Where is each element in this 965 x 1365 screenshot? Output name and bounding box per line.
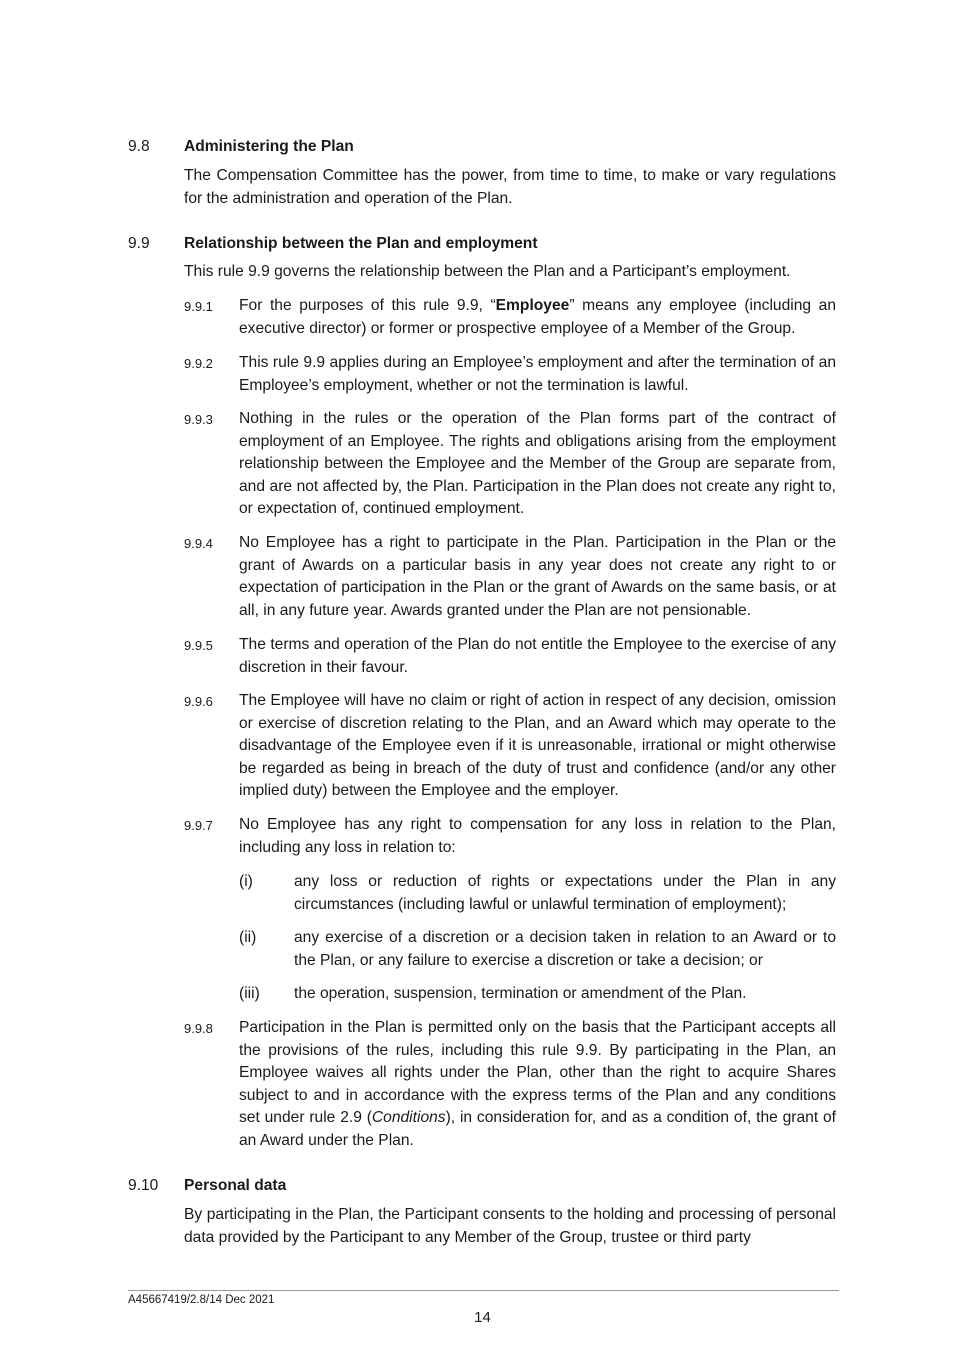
- section-number: 9.9: [128, 235, 150, 252]
- subclause-number: 9.9.5: [184, 638, 213, 653]
- subclause-number: 9.9.1: [184, 299, 213, 314]
- subclause-text: [239, 295, 836, 340]
- subclause-number: 9.9.8: [184, 1021, 213, 1036]
- subclause-text: No Employee has any right to compensation for any loss in relation to the Plan, including any loss in relation to:: [239, 816, 836, 856]
- subclause-number: 9.9.7: [184, 818, 213, 833]
- subclause-number: 9.9.6: [184, 694, 213, 709]
- text-run: ” means any employee (including an executive director) or former or prospective employee of a Member of the Group.: [239, 297, 836, 337]
- list-item-iii: [239, 983, 836, 1006]
- section-title: Personal data: [184, 1177, 287, 1194]
- cross-reference-title: Conditions: [371, 1109, 446, 1127]
- subclause-text: [239, 1017, 836, 1153]
- subclause-9-9-1: [184, 295, 836, 340]
- subclause-9-9-5: [184, 634, 836, 679]
- list-item-text: the operation, suspension, termination or amendment of the Plan.: [294, 985, 747, 1002]
- subclause-9-9-2: [184, 352, 836, 397]
- subclause-number: 9.9.4: [184, 536, 213, 551]
- list-item-i: [239, 871, 836, 916]
- section-number: 9.10: [128, 1177, 159, 1194]
- subclause-text: This rule 9.9 applies during an Employee’s employment and after the termination of an Employee’s employment, whether or not the termination is lawful.: [239, 354, 836, 394]
- subclause-text: Nothing in the rules or the operation of the Plan forms part of the contract of employment of an Employee. The rights and obligations arising from the employment relationship between the Employee and the Member of the Group are separate from, and are not affected by, the Plan. Participation in the Plan does not create any right to, or expectation of, continued employment.: [239, 410, 836, 518]
- section-heading-9-10: [128, 1177, 286, 1195]
- list-item-text: any exercise of a discretion or a decision taken in relation to an Award or to the Plan, or any failure to exercise a discretion or take a decision; or: [294, 929, 836, 969]
- section-intro-9-9: This rule 9.9 governs the relationship between the Plan and a Participant’s employment.: [184, 263, 791, 280]
- subclause-9-9-4: [184, 532, 836, 622]
- subclause-text: The Employee will have no claim or right of action in respect of any decision, omission or exercise of discretion relating to the Plan, and an Award which may operate to the disadvantage of the Employee even if it is unreasonable, irrational or might otherwise be regarded as being in breach of the duty of trust and confidence (and/or any other implied duty) between the Employee and the employer.: [239, 692, 836, 800]
- text-run: Participation in the Plan is permitted only on the basis that the Participant accepts all the provisions of the rules, including this rule 9.9. By participating in the Plan, an Employee waives all rights under the Plan, other than the right to acquire Shares subject to and in accordance with the express terms of the Plan and any conditions set under rule 2.9 (: [239, 1019, 836, 1127]
- section-heading-9-9: [128, 235, 538, 253]
- subclause-9-9-6: [184, 690, 836, 803]
- section-body-9-8: The Compensation Committee has the power, from time to time, to make or vary regulations for the administration and operation of the Plan.: [184, 167, 836, 207]
- subclause-9-9-7: [184, 814, 836, 859]
- text-run: ), in consideration for, and as a condition of, the grant of an Award under the Plan.: [239, 1109, 837, 1149]
- text-run: For the purposes of this rule 9.9, “: [239, 297, 496, 314]
- subclause-9-9-3: [184, 408, 836, 521]
- subclause-number: 9.9.3: [184, 412, 213, 427]
- section-number: 9.8: [128, 138, 150, 155]
- subclause-9-9-8: [184, 1017, 836, 1153]
- list-item-number: (i): [239, 873, 253, 890]
- section-title: Administering the Plan: [184, 138, 354, 155]
- section-body-9-10: By participating in the Plan, the Participant consents to the holding and processing of personal data provided by the Participant to any Member of the Group, trustee or third party: [184, 1206, 836, 1246]
- list-item-ii: [239, 927, 836, 972]
- footer-divider: [128, 1290, 839, 1291]
- page-number: 14: [474, 1309, 491, 1326]
- document-reference: A45667419/2.8/14 Dec 2021: [128, 1294, 275, 1306]
- subclause-text: No Employee has a right to participate in the Plan. Participation in the Plan or the grant of Awards on a particular basis in any year does not create any right to or expectation of participation in the Plan or the grant of Awards on the same basis, or at all, in any future year. Awards granted under the Plan are not pensionable.: [239, 534, 836, 619]
- subclause-number: 9.9.2: [184, 356, 213, 371]
- list-item-number: (ii): [239, 929, 257, 946]
- section-heading-9-8: [128, 138, 354, 156]
- list-item-text: any loss or reduction of rights or expectations under the Plan in any circumstances (including lawful or unlawful termination of employment);: [294, 873, 836, 913]
- subclause-text: The terms and operation of the Plan do not entitle the Employee to the exercise of any discretion in their favour.: [239, 636, 836, 676]
- defined-term: Employee: [495, 297, 570, 314]
- section-title: Relationship between the Plan and employment: [184, 235, 538, 252]
- list-item-number: (iii): [239, 985, 260, 1002]
